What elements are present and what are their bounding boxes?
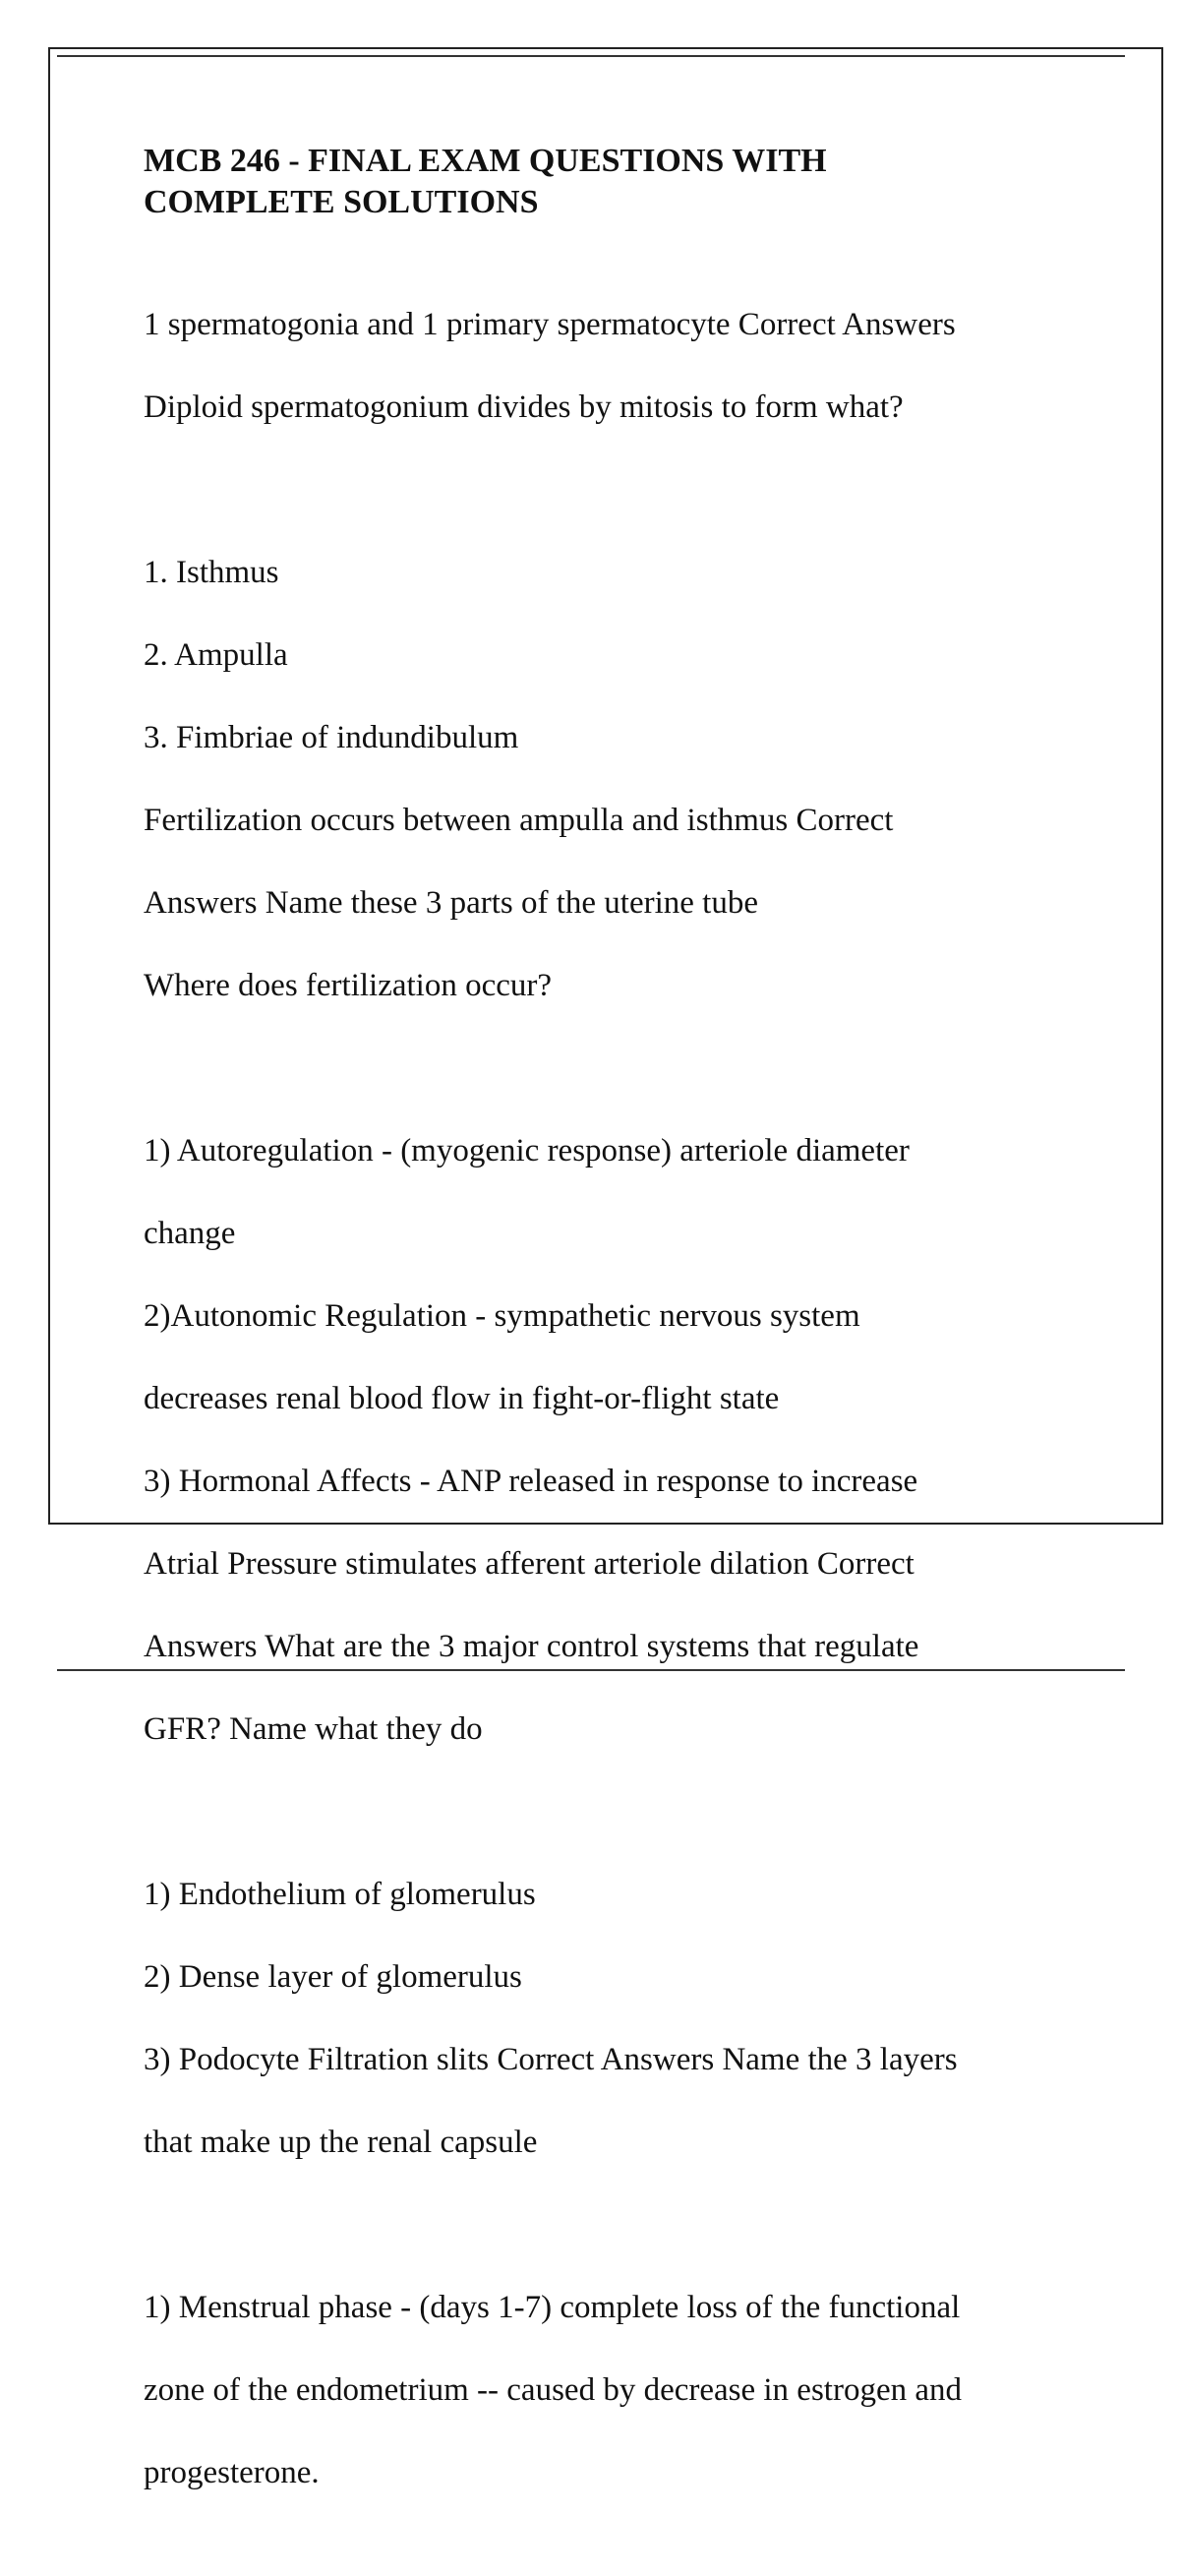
text-line: 2. Ampulla: [144, 637, 288, 673]
text-line: 1. Isthmus: [144, 555, 279, 590]
document-content: [144, 141, 1127, 2576]
qa-block-3: [144, 1089, 1127, 1791]
text-line: 3) Hormonal Affects - ANP released in response to increase: [144, 1464, 918, 1499]
text-line: 2) Dense layer of glomerulus: [144, 1959, 522, 1995]
qa-block-2: [144, 510, 1127, 1048]
text-line: 1 spermatogonia and 1 primary spermatocyte Correct Answers: [144, 307, 956, 342]
bottom-rule: [57, 1669, 1125, 1671]
text-line: 1) Autoregulation - (myogenic response) arteriole diameter: [144, 1133, 910, 1168]
text-line: 2)Autonomic Regulation - sympathetic nervous system: [144, 1298, 860, 1334]
text-line: 1) Menstrual phase - (days 1-7) complete loss of the functional: [144, 2290, 961, 2325]
text-line: Answers Name these 3 parts of the uterine tube: [144, 885, 758, 921]
qa-block-4: [144, 1832, 1127, 2204]
text-line: Answers What are the 3 major control systems that regulate: [144, 1629, 919, 1664]
text-line: Atrial Pressure stimulates afferent arteriole dilation Correct: [144, 1546, 914, 1582]
text-line: Diploid spermatogonium divides by mitosis to form what?: [144, 389, 904, 425]
title-line-2: COMPLETE SOLUTIONS: [144, 184, 539, 220]
qa-block-1: [144, 263, 1127, 469]
title-line-1: MCB 246 - FINAL EXAM QUESTIONS WITH: [144, 143, 827, 179]
text-line: zone of the endometrium -- caused by decrease in estrogen and: [144, 2372, 962, 2408]
text-line: Where does fertilization occur?: [144, 968, 553, 1003]
document-title: [144, 141, 1127, 223]
qa-block-5: [144, 2246, 1127, 2535]
text-line: that make up the renal capsule: [144, 2125, 538, 2160]
text-line: 3) Podocyte Filtration slits Correct Answers Name the 3 layers: [144, 2042, 958, 2077]
text-line: Fertilization occurs between ampulla and isthmus Correct: [144, 803, 894, 838]
text-line: 1) Endothelium of glomerulus: [144, 1877, 536, 1912]
text-line: decreases renal blood flow in fight-or-flight state: [144, 1381, 780, 1416]
text-line: 3. Fimbriae of indundibulum: [144, 720, 519, 755]
text-line: progesterone.: [144, 2455, 320, 2490]
text-line: GFR? Name what they do: [144, 1711, 483, 1747]
text-line: change: [144, 1216, 236, 1251]
